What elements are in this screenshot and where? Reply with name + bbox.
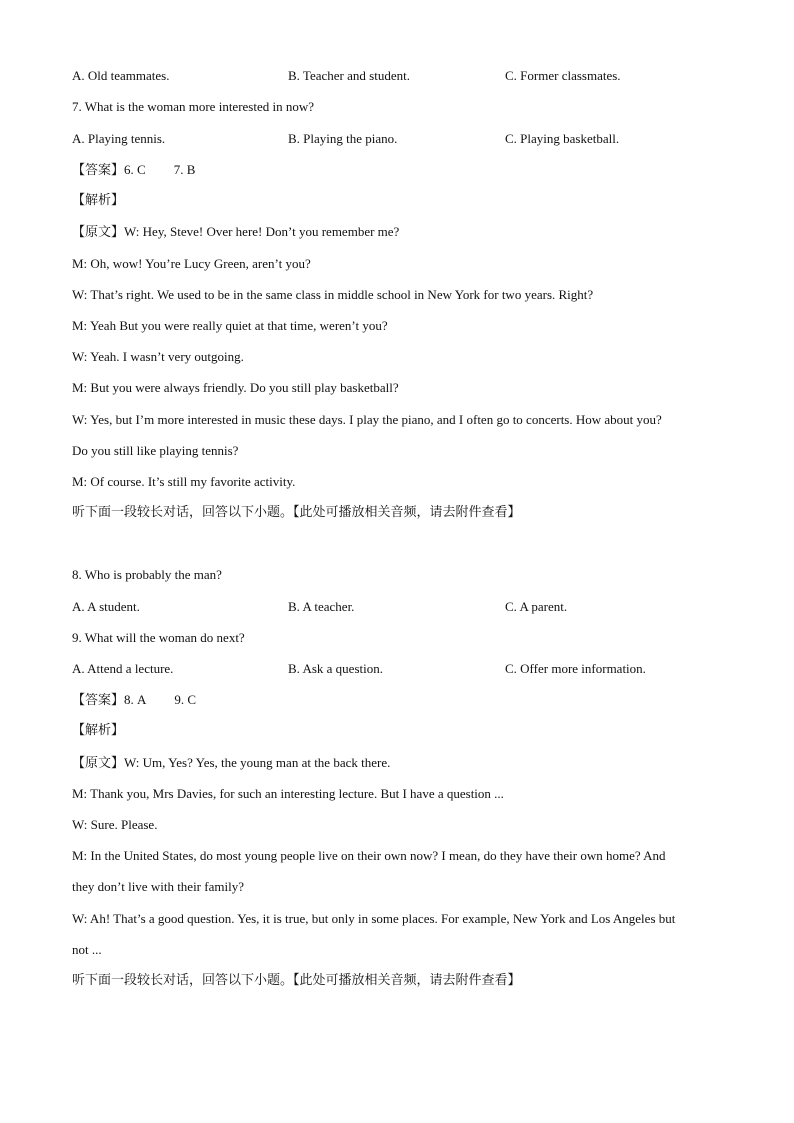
q9-option-b: B. Ask a question. xyxy=(288,661,383,676)
transcript-2-line-7: not ... xyxy=(72,942,102,957)
answer-label: 【答案】 xyxy=(72,163,125,178)
q7-option-b: B. Playing the piano. xyxy=(288,131,398,146)
transcript-1-line-1 xyxy=(72,224,724,241)
transcript-2-line-3: W: Sure. Please. xyxy=(72,817,158,832)
transcript-1-line-2: M: Oh, wow! You’re Lucy Green, aren’t you? xyxy=(72,256,311,271)
q6-options xyxy=(72,68,732,84)
transcript-2-line-1 xyxy=(72,755,724,772)
original-text-label: 【原文】 xyxy=(72,225,125,240)
transcript-2-line-5: they don’t live with their family? xyxy=(72,879,244,894)
q8-options xyxy=(72,599,732,615)
q9-option-a: A. Attend a lecture. xyxy=(72,661,174,676)
q9-option-c: C. Offer more information. xyxy=(505,661,646,676)
q6-option-a: A. Old teammates. xyxy=(72,68,170,83)
transcript-1-line-6: M: But you were always friendly. Do you still play basketball? xyxy=(72,380,399,395)
listening-instruction-1: 听下面一段较长对话，回答以下小题。【此处可播放相关音频，请去附件查看】 xyxy=(72,505,521,520)
answer-7: 7. B xyxy=(173,162,196,177)
original-text-label: 【原文】 xyxy=(72,756,125,771)
analysis-label-2: 【解析】 xyxy=(72,723,125,738)
q8-option-c: C. A parent. xyxy=(505,599,568,614)
question-9: 9. What will the woman do next? xyxy=(72,630,245,645)
q7-option-a: A. Playing tennis. xyxy=(72,131,166,146)
q8-option-b: B. A teacher. xyxy=(288,599,355,614)
transcript-text: W: Um, Yes? Yes, the young man at the back there. xyxy=(124,755,391,770)
q6-option-b: B. Teacher and student. xyxy=(288,68,410,83)
answer-line-1 xyxy=(72,162,724,179)
question-8: 8. Who is probably the man? xyxy=(72,567,222,582)
transcript-1-line-5: W: Yeah. I wasn’t very outgoing. xyxy=(72,349,244,364)
transcript-1-line-7: W: Yes, but I’m more interested in music these days. I play the piano, and I often go to concerts. How about you? xyxy=(72,412,662,427)
transcript-2-line-2: M: Thank you, Mrs Davies, for such an interesting lecture. But I have a question ... xyxy=(72,786,504,801)
q6-option-c: C. Former classmates. xyxy=(505,68,621,83)
transcript-2-line-4: M: In the United States, do most young people live on their own now? I mean, do they have their own home? And xyxy=(72,848,666,863)
listening-instruction-2: 听下面一段较长对话，回答以下小题。【此处可播放相关音频，请去附件查看】 xyxy=(72,973,521,988)
q9-options xyxy=(72,661,732,677)
transcript-1-line-9: M: Of course. It’s still my favorite activity. xyxy=(72,474,296,489)
analysis-label-1: 【解析】 xyxy=(72,193,125,208)
transcript-text: W: Hey, Steve! Over here! Don’t you remember me? xyxy=(124,224,400,239)
answer-6: 6. C xyxy=(124,162,146,177)
q8-option-a: A. A student. xyxy=(72,599,140,614)
answer-8: 8. A xyxy=(124,692,147,707)
answer-line-2 xyxy=(72,692,724,709)
transcript-1-line-3: W: That’s right. We used to be in the same class in middle school in New York for two years. Right? xyxy=(72,287,594,302)
answer-9: 9. C xyxy=(174,692,197,707)
answer-label: 【答案】 xyxy=(72,693,125,708)
transcript-1-line-4: M: Yeah But you were really quiet at that time, weren’t you? xyxy=(72,318,388,333)
question-7: 7. What is the woman more interested in now? xyxy=(72,99,315,114)
transcript-2-line-6: W: Ah! That’s a good question. Yes, it is true, but only in some places. For example, New York and Los Angeles but xyxy=(72,911,676,926)
transcript-1-line-8: Do you still like playing tennis? xyxy=(72,443,239,458)
q7-options xyxy=(72,131,732,147)
q7-option-c: C. Playing basketball. xyxy=(505,131,620,146)
